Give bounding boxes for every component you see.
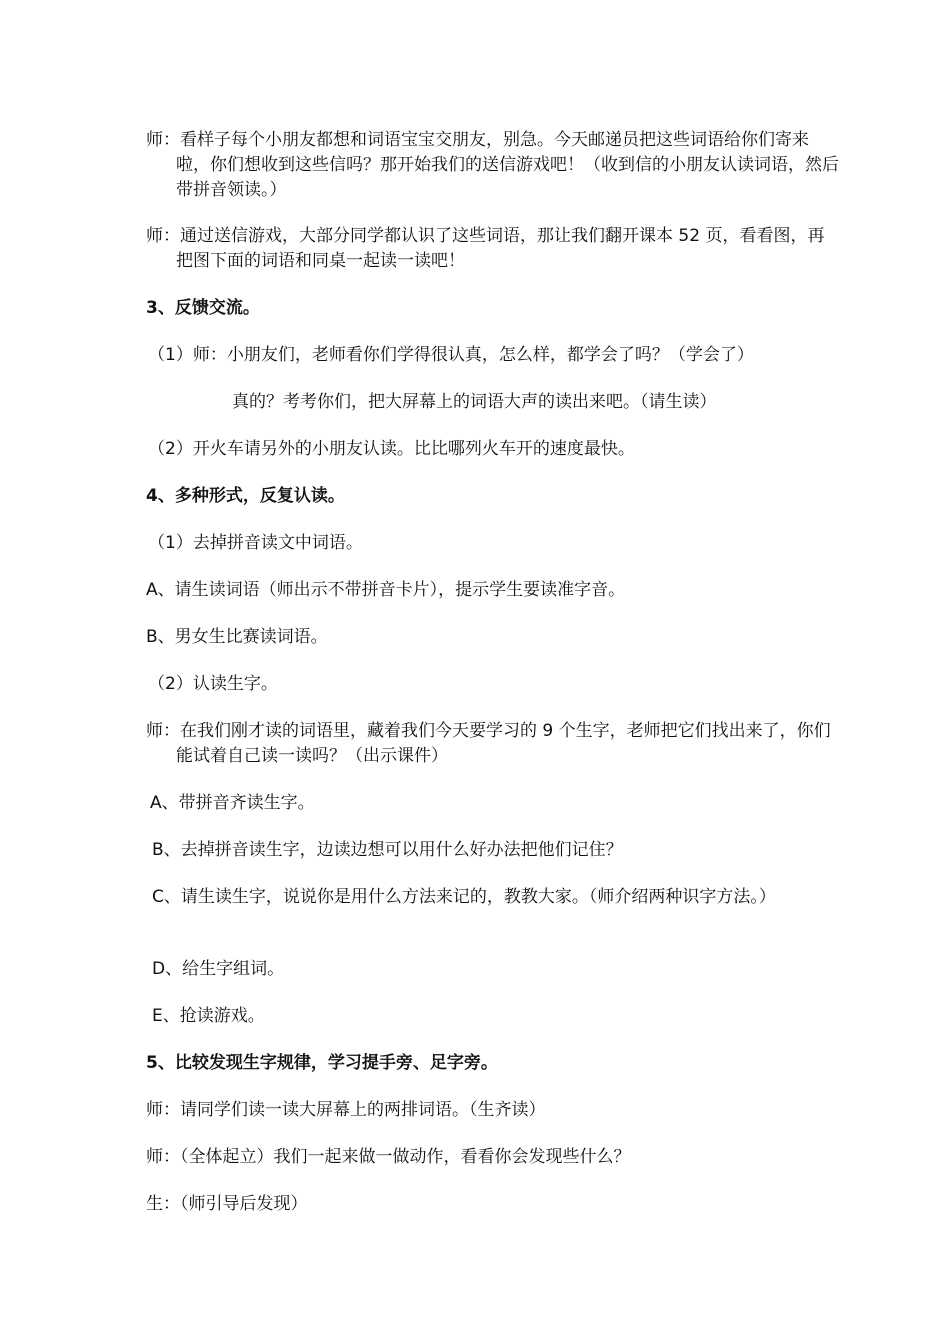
paragraph-teacher-mail-game: 师：看样子每个小朋友都想和词语宝宝交朋友，别急。今天邮递员把这些词语给你们寄来啦，你们想收到这些信吗？那开始我们的送信游戏吧！（收到信的小朋友认读词语，然后带拼音领读。） [146,130,839,200]
paragraph-teacher-read-two-rows: 师：请同学们读一读大屏幕上的两排词语。（生齐读） [146,1100,546,1120]
list-item-c-methods: C、请生读生字，说说你是用什么方法来记的，教教大家。（师介绍两种识字方法。） [152,887,776,907]
section-heading-4: 4、多种形式，反复认读。 [146,486,345,506]
paragraph-read-characters: （2）认读生字。 [148,674,278,694]
list-item-d-form-words: D、给生字组词。 [152,959,285,979]
paragraph-remove-pinyin: （1）去掉拼音读文中词语。 [148,533,363,553]
paragraph-teacher-nine-characters: 师：在我们刚才读的词语里，藏着我们今天要学习的 9 个生字，老师把它们找出来了，你们能试着自己读一读吗？（出示课件） [146,721,831,766]
list-item-b-memorize: B、去掉拼音读生字，边读边想可以用什么好办法把他们记住？ [152,840,623,860]
list-item-b-boys-girls: B、男女生比赛读词语。 [146,627,328,647]
paragraph-feedback-1: （1）师：小朋友们，老师看你们学得很认真，怎么样，都学会了吗？（学会了） [148,345,754,365]
section-heading-3: 3、反馈交流。 [146,298,260,318]
paragraph-student-discover: 生：（师引导后发现） [146,1194,308,1214]
list-item-a-pinyin-read: A、带拼音齐读生字。 [150,793,315,813]
paragraph-teacher-open-textbook: 师：通过送信游戏，大部分同学都认识了这些词语，那让我们翻开课本 52 页，看看图，再把图下面的词语和同桌一起读一读吧！ [146,226,825,271]
section-heading-5: 5、比较发现生字规律，学习提手旁、足字旁。 [146,1053,498,1073]
list-item-a-read-words: A、请生读词语（师出示不带拼音卡片），提示学生要读准字音。 [146,580,626,600]
paragraph-feedback-1-continued: 真的？考考你们，把大屏幕上的词语大声的读出来吧。（请生读） [232,392,717,412]
paragraph-feedback-2: （2）开火车请另外的小朋友认读。比比哪列火车开的速度最快。 [148,439,635,459]
paragraph-teacher-stand-up: 师：（全体起立）我们一起来做一做动作，看看你会发现些什么？ [146,1147,631,1167]
list-item-e-game: E、抢读游戏。 [152,1006,265,1026]
